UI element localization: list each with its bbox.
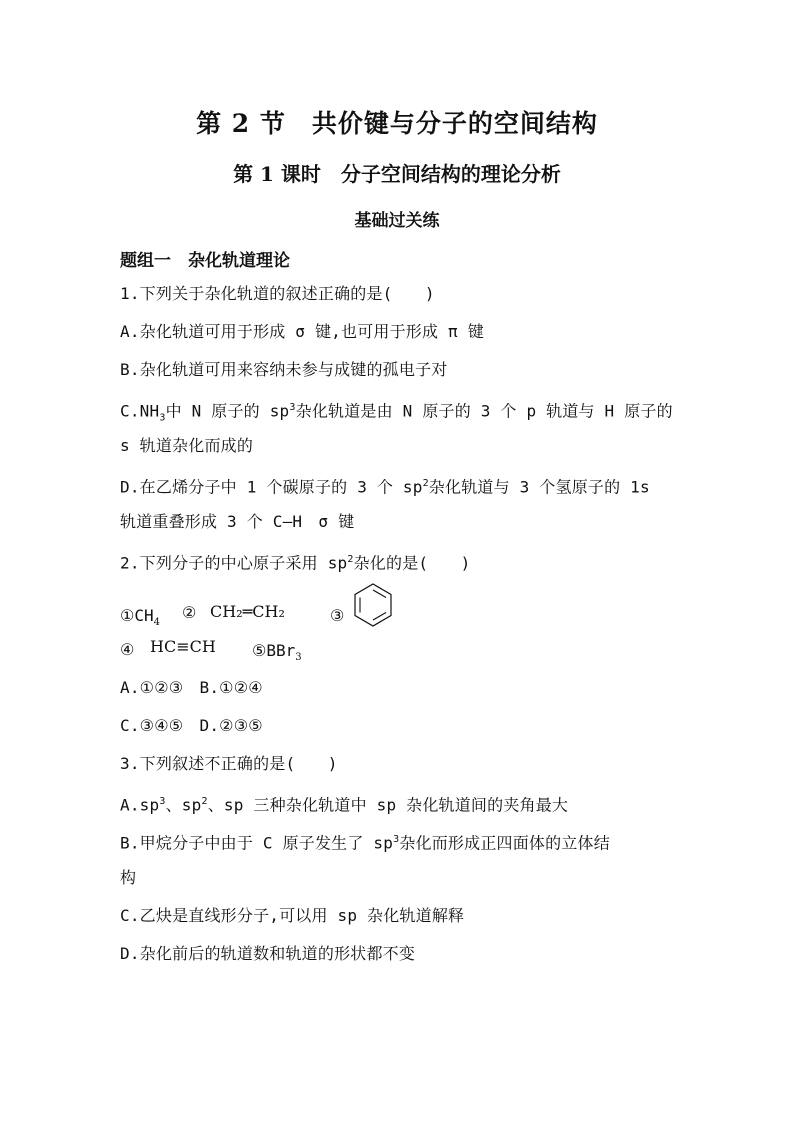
q2-option-2-formula: CH₂═CH₂ <box>210 602 285 621</box>
q2-option-1: $①CH_4$ <box>120 606 160 629</box>
q2-option-4-formula: HC≡CH <box>150 637 216 656</box>
q1-option-d-line1: D.在乙烯分子中 1 个碳原子的 3 个 $sp^2$杂化轨道与 3 个氢原子的 1s <box>120 477 650 497</box>
q2-option-4-num: ④ <box>120 640 135 659</box>
benzene-ring-icon <box>352 582 396 628</box>
q1-option-c-line1: $C.NH_3$中 N 原子的 $sp^3$杂化轨道是由 N 原子的 3 个 p 轨道与 H 原子的 <box>120 401 673 424</box>
section-title: 第 2 节 共价键与分子的空间结构 <box>196 109 598 138</box>
q1-option-d-line2: 轨道重叠形成 3 个 C—H σ 键 <box>120 512 355 531</box>
q3-stem: 3.下列叙述不正确的是( ) <box>120 754 338 773</box>
lesson-title: 第 1 课时 分子空间结构的理论分析 <box>233 162 561 186</box>
q1-option-c-line2: s 轨道杂化而成的 <box>120 436 254 455</box>
q3-option-c: C.乙炔是直线形分子,可以用 sp 杂化轨道解释 <box>120 906 465 925</box>
q1-option-b: B.杂化轨道可用来容纳未参与成键的孤电子对 <box>120 360 448 379</box>
q3-option-b-line2: 构 <box>120 868 137 887</box>
q3-option-b-line1: B.甲烷分子中由于 C 原子发生了 $sp^3$杂化而形成正四面体的立体结 <box>120 833 610 853</box>
group-title: 题组一 杂化轨道理论 <box>120 251 290 271</box>
q1-stem: 1.下列关于杂化轨道的叙述正确的是( ) <box>120 284 435 303</box>
q2-stem: 2.下列分子的中心原子采用 $sp^2$杂化的是( ) <box>120 553 471 573</box>
q3-option-d: D.杂化前后的轨道数和轨道的形状都不变 <box>120 944 416 963</box>
q2-answers-ab: A.①②③ B.①②④ <box>120 678 263 697</box>
exercise-title: 基础过关练 <box>354 211 440 231</box>
q2-option-3-num: ③ <box>330 606 345 625</box>
q1-option-a: A.杂化轨道可用于形成 σ 键,也可用于形成 π 键 <box>120 322 484 341</box>
q2-option-2-num: ② <box>182 603 197 622</box>
q3-option-a: $A.sp^3$、$sp^2$、sp 三种杂化轨道中 sp 杂化轨道间的夹角最大 <box>120 795 569 815</box>
q2-answers-cd: C.③④⑤ D.②③⑤ <box>120 716 263 735</box>
q2-option-5: ⑤BBr$_3$ <box>252 641 302 664</box>
